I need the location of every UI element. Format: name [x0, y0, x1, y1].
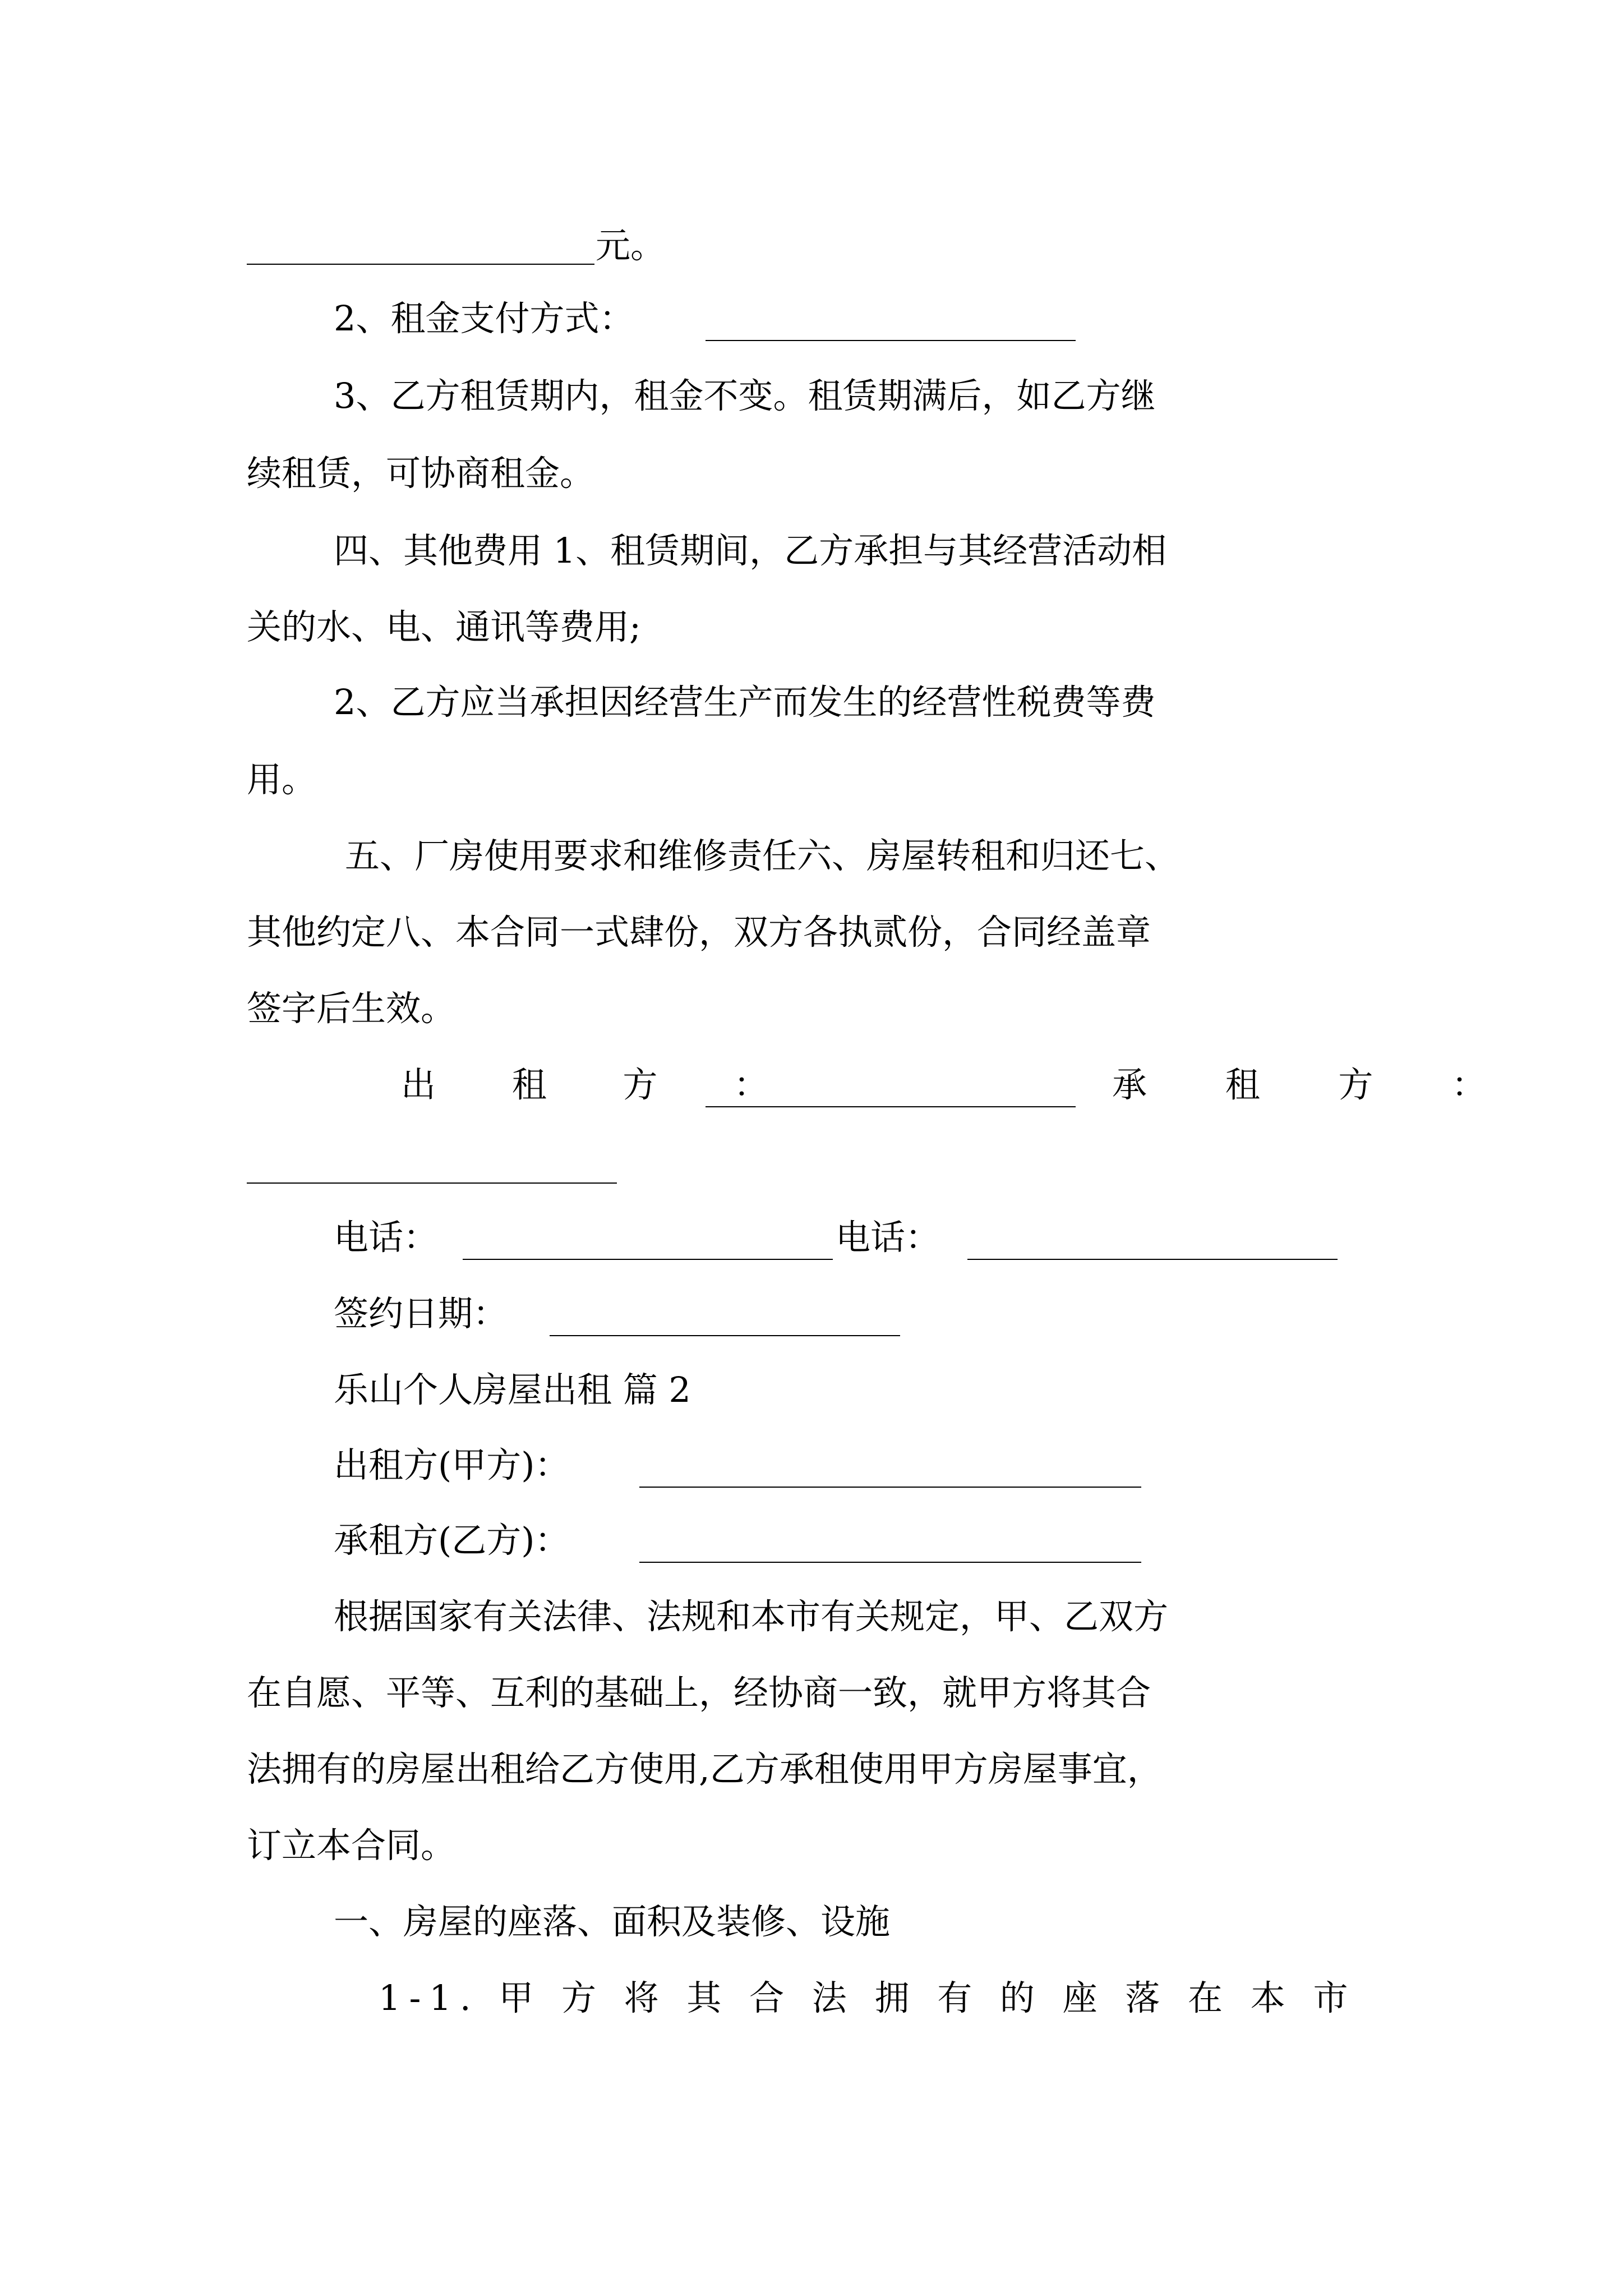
text-line-clause-3a: 3、乙方租赁期内，租金不变。租赁期满后，如乙方继	[334, 375, 1156, 416]
label-phone-lessor: 电话：	[334, 1217, 439, 1258]
fill-blank-party-a	[639, 1487, 1141, 1488]
label-party-a: 出租方(甲方)：	[334, 1444, 570, 1485]
label-phone-lessee: 电话：	[836, 1217, 940, 1258]
text-line-clause-4b: 关的水、电、通讯等费用;	[247, 606, 641, 647]
text-line-clause-4a: 四、其他费用 1、租赁期间，乙方承担与其经营活动相	[334, 530, 1167, 571]
text-line-yuan: 元。	[596, 225, 666, 266]
fill-blank-phone-lessee	[967, 1259, 1338, 1260]
text-line-clause-3b: 续租赁，可协商租金。	[247, 453, 595, 494]
text-line-preamble-d: 订立本合同。	[247, 1825, 456, 1866]
label-signing-date: 签约日期：	[334, 1293, 508, 1334]
text-line-clause-4d: 用。	[247, 759, 317, 800]
fill-blank-lessor	[706, 1106, 1076, 1107]
fill-blank-lessee	[247, 1182, 617, 1184]
text-line-article-1-1: 1-1. 甲 方 将 其 合 法 拥 有 的 座 落 在 本 市	[379, 1977, 1357, 2018]
fill-blank-signing-date	[550, 1335, 900, 1336]
text-line-clause-4c: 2、乙方应当承担因经营生产而发生的经营性税费等费	[334, 682, 1156, 723]
text-line-clause-5a: 五、厂房使用要求和维修责任六、房屋转租和归还七、	[345, 835, 1180, 876]
fill-blank-party-b	[639, 1562, 1141, 1563]
label-party-b: 承租方(乙方)：	[334, 1520, 570, 1561]
fill-blank-payment-method	[706, 340, 1076, 341]
label-lessee: 承 租 方 ：	[1112, 1064, 1520, 1105]
text-line-clause-5b: 其他约定八、本合同一式肆份，双方各执贰份，合同经盖章	[247, 912, 1151, 953]
article-1-heading: 一、房屋的座落、面积及装修、设施	[334, 1901, 891, 1942]
section-heading: 乐山个人房屋出租 篇 2	[334, 1369, 691, 1410]
fill-blank-amount	[247, 264, 594, 265]
text-line-preamble-c: 法拥有的房屋出租给乙方使用,乙方承租使用甲方房屋事宜，	[247, 1749, 1162, 1789]
label-lessor: 出 租 方 ：	[401, 1064, 801, 1105]
text-line-preamble-b: 在自愿、平等、互利的基础上，经协商一致，就甲方将其合	[247, 1672, 1151, 1713]
text-line-preamble-a: 根据国家有关法律、法规和本市有关规定，甲、乙双方	[334, 1596, 1169, 1637]
text-line-clause-5c: 签字后生效。	[247, 988, 456, 1029]
text-line-payment-method: 2、租金支付方式：	[334, 298, 634, 339]
fill-blank-phone-lessor	[463, 1259, 833, 1260]
